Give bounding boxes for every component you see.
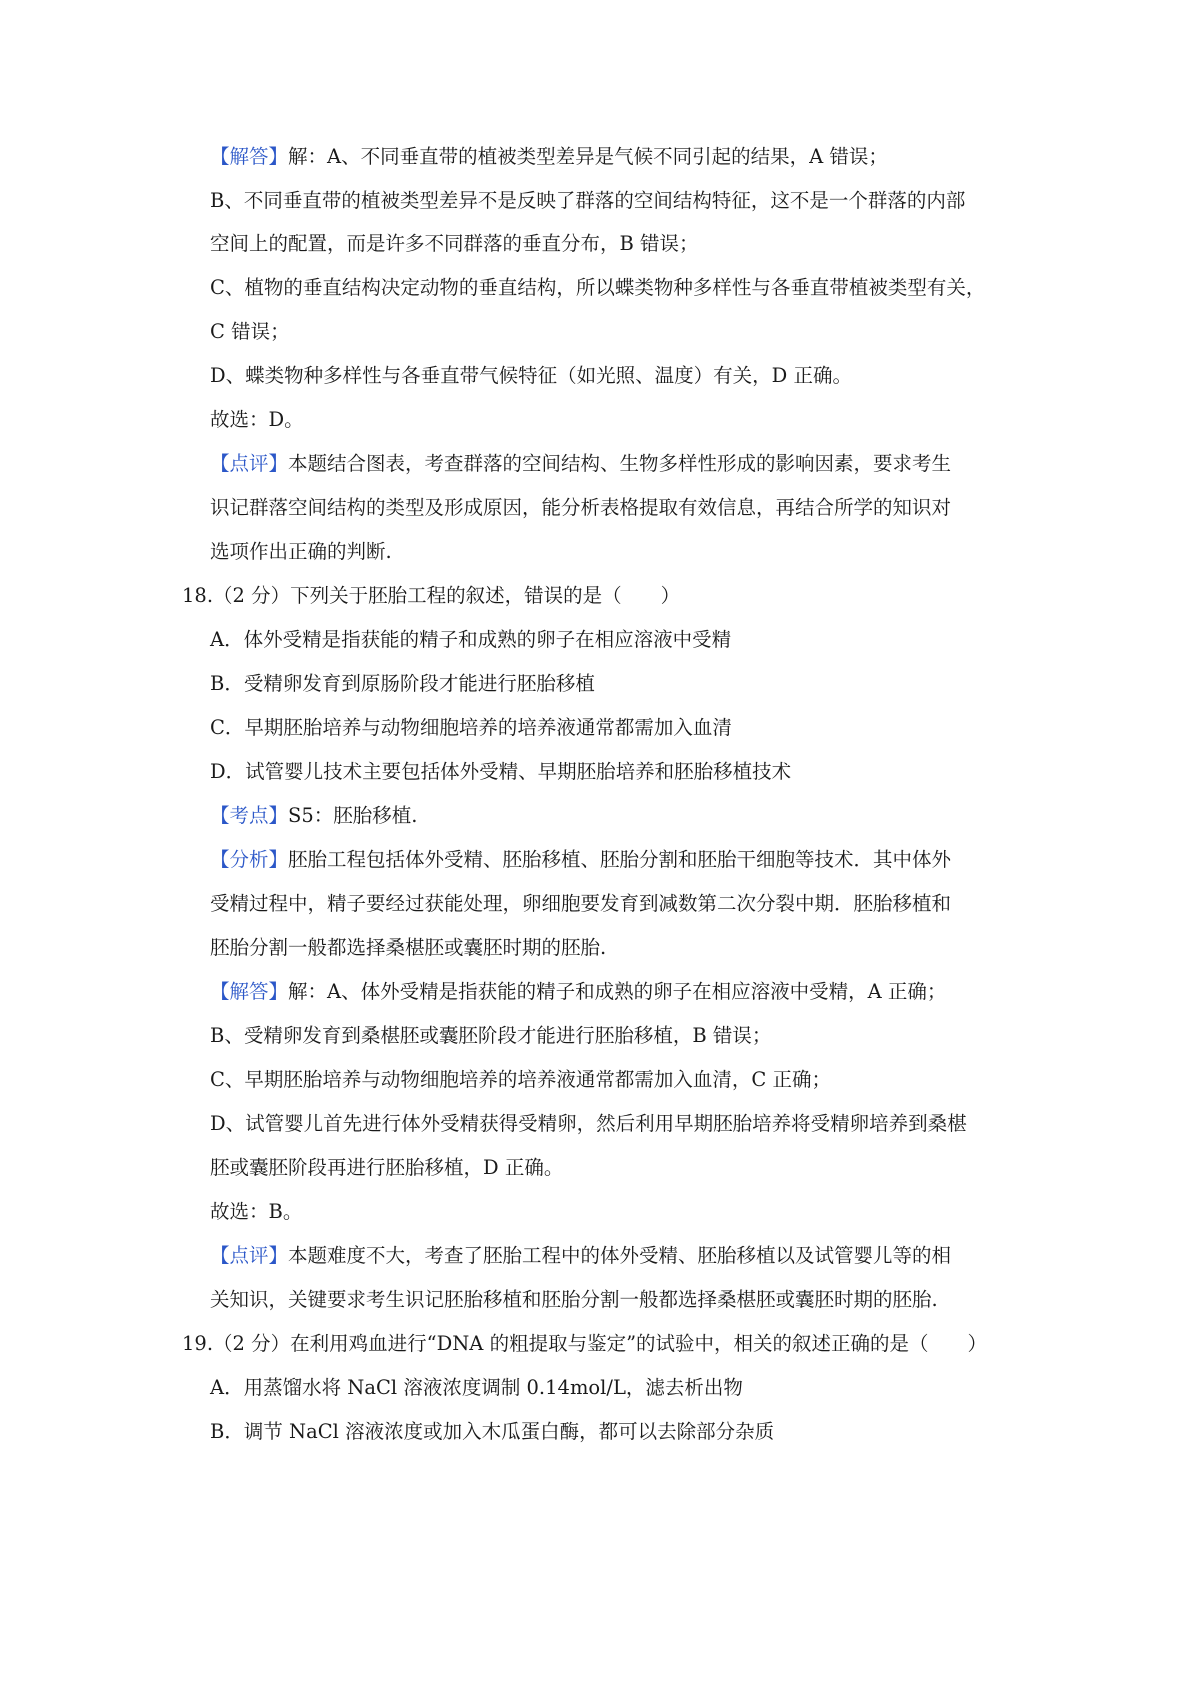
q17-answer-line-4: C、植物的垂直结构决定动物的垂直结构，所以蝶类物种多样性与各垂直带植被类型有关， (210, 276, 986, 299)
q18-answer-line-4: D、试管婴儿首先进行体外受精获得受精卵，然后利用早期胚胎培养将受精卵培养到桑椹 (210, 1112, 967, 1135)
q18-analysis-line-1: 【分析】胚胎工程包括体外受精、胚胎移植、胚胎分割和胚胎干细胞等技术．其中体外 (210, 848, 952, 871)
q17-answer-line-6: D、蝶类物种多样性与各垂直带气候特征（如光照、温度）有关，D 正确。 (210, 364, 852, 387)
q19-stem: 19.（2 分）在利用鸡血进行“DNA 的粗提取与鉴定”的试验中，相关的叙述正确的是（ ） (182, 1332, 988, 1355)
q18-answer-line-6: 故选：B。 (210, 1200, 303, 1223)
q18-analysis-line-3: 胚胎分割一般都选择桑椹胚或囊胚时期的胚胎. (210, 936, 607, 959)
q18-comment-line-1: 【点评】本题难度不大，考查了胚胎工程中的体外受精、胚胎移植以及试管婴儿等的相 (210, 1244, 952, 1267)
q18-comment-line-2: 关知识，关键要求考生识记胚胎移植和胚胎分割一般都选择桑椹胚或囊胚时期的胚胎. (210, 1288, 938, 1311)
q18-option-d: D．试管婴儿技术主要包括体外受精、早期胚胎培养和胚胎移植技术 (210, 760, 792, 783)
q18-answer-line-3: C、早期胚胎培养与动物细胞培养的培养液通常都需加入血清，C 正确； (210, 1068, 832, 1091)
q18-option-c: C．早期胚胎培养与动物细胞培养的培养液通常都需加入血清 (210, 716, 732, 739)
q18-kaodian-tag: 【考点】 (210, 804, 289, 827)
q18-stem: 18.（2 分）下列关于胚胎工程的叙述，错误的是（ ） (182, 584, 681, 607)
q18-answer-line-2: B、受精卵发育到桑椹胚或囊胚阶段才能进行胚胎移植，B 错误； (210, 1024, 772, 1047)
q17-answer-line-1: 【解答】解：A、不同垂直带的植被类型差异是气候不同引起的结果，A 错误； (210, 145, 888, 168)
q17-answer-line-7: 故选：D。 (210, 408, 304, 431)
q18-option-b: B．受精卵发育到原肠阶段才能进行胚胎移植 (210, 672, 595, 695)
q17-answer-line-5: C 错误； (210, 320, 290, 343)
q18-answer-line-5: 胚或囊胚阶段再进行胚胎移植，D 正确。 (210, 1156, 564, 1179)
q18-comment-tag: 【点评】 (210, 1244, 289, 1267)
q17-comment-line-1: 【点评】本题结合图表，考查群落的空间结构、生物多样性形成的影响因素，要求考生 (210, 452, 952, 475)
q17-comment-line-2: 识记群落空间结构的类型及形成原因，能分析表格提取有效信息，再结合所学的知识对 (210, 496, 952, 519)
q18-option-a: A．体外受精是指获能的精子和成熟的卵子在相应溶液中受精 (210, 628, 732, 651)
q18-kaodian: 【考点】S5：胚胎移植. (210, 804, 418, 827)
q18-answer-tag: 【解答】 (210, 980, 289, 1003)
q17-answer-line-2: B、不同垂直带的植被类型差异不是反映了群落的空间结构特征，这不是一个群落的内部 (210, 189, 966, 212)
q19-option-a: A．用蒸馏水将 NaCl 溶液浓度调制 0.14mol/L，滤去析出物 (210, 1376, 743, 1399)
q17-comment-line-3: 选项作出正确的判断. (210, 540, 392, 563)
q19-option-b: B．调节 NaCl 溶液浓度或加入木瓜蛋白酶，都可以去除部分杂质 (210, 1420, 775, 1443)
q17-comment-tag: 【点评】 (210, 452, 289, 475)
q18-analysis-tag: 【分析】 (210, 848, 289, 871)
q18-analysis-line-2: 受精过程中，精子要经过获能处理，卵细胞要发育到减数第二次分裂中期．胚胎移植和 (210, 892, 952, 915)
q17-answer-line-3: 空间上的配置，而是许多不同群落的垂直分布，B 错误； (210, 232, 699, 255)
q17-answer-tag: 【解答】 (210, 145, 289, 168)
q18-answer-line-1: 【解答】解：A、体外受精是指获能的精子和成熟的卵子在相应溶液中受精，A 正确； (210, 980, 947, 1003)
